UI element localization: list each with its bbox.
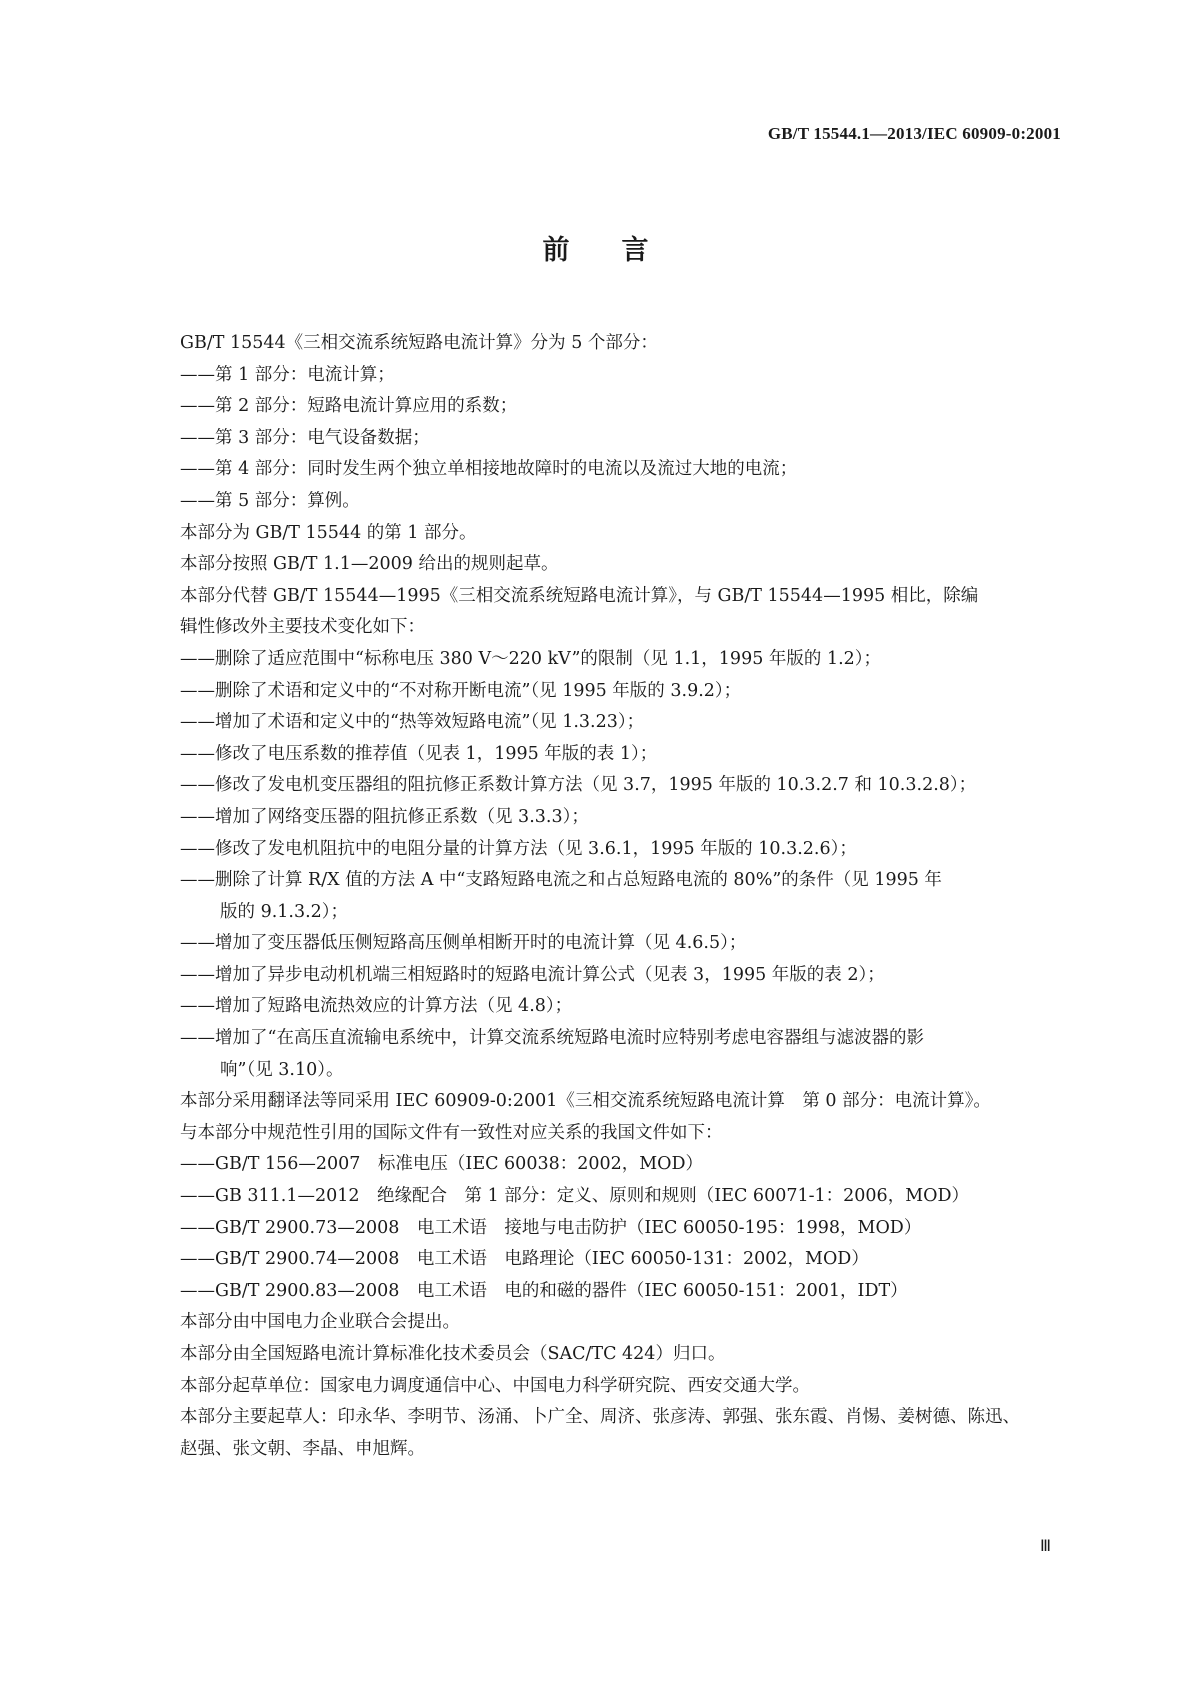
list-item: ——增加了异步电动机机端三相短路时的短路电流计算公式（见表 3，1995 年版的表 2）； xyxy=(180,964,885,985)
paragraph: 本部分起草单位：国家电力调度通信中心、中国电力科学研究院、西安交通大学。 xyxy=(180,1375,810,1396)
paragraph-continuation: 响”（见 3.10）。 xyxy=(220,1059,344,1080)
paragraph: 本部分由全国短路电流计算标准化技术委员会（SAC/TC 424）归口。 xyxy=(180,1344,726,1364)
list-item: ——修改了发电机阻抗中的电阻分量的计算方法（见 3.6.1，1995 年版的 10.3.2.6）； xyxy=(180,838,857,859)
list-item: ——增加了变压器低压侧短路高压侧单相断开时的电流计算（见 4.6.5）； xyxy=(180,933,747,954)
list-item: ——GB/T 156—2007 标准电压（IEC 60038：2002，MOD） xyxy=(180,1154,704,1175)
list-item: ——删除了适应范围中“标称电压 380 V～220 kV”的限制（见 1.1，1995 年版的 1.2）； xyxy=(180,648,882,669)
list-item: ——第 1 部分：电流计算； xyxy=(180,364,395,385)
list-item: ——GB/T 2900.83—2008 电工术语 电的和磁的器件（IEC 60050-151：2001，IDT） xyxy=(180,1280,908,1301)
list-item: ——增加了“在高压直流输电系统中，计算交流系统短路电流时应特别考虑电容器组与滤波器的影 xyxy=(180,1028,924,1049)
standard-number-header: GB/T 15544.1—2013/IEC 60909-0:2001 xyxy=(767,124,1061,143)
list-item: ——删除了术语和定义中的“不对称开断电流”（见 1995 年版的 3.9.2）； xyxy=(180,680,742,701)
list-item: ——GB/T 2900.74—2008 电工术语 电路理论（IEC 60050-131：2002，MOD） xyxy=(180,1249,869,1270)
paragraph: 本部分采用翻译法等同采用 IEC 60909-0:2001《三相交流系统短路电流计算 第 0 部分：电流计算》。 xyxy=(180,1091,991,1112)
list-item: ——修改了发电机变压器组的阻抗修正系数计算方法（见 3.7，1995 年版的 10.3.2.7 和 10.3.2.8）； xyxy=(180,775,977,796)
paragraph-continuation: 辑性修改外主要技术变化如下： xyxy=(180,617,425,638)
list-item: ——第 2 部分：短路电流计算应用的系数； xyxy=(180,396,518,417)
paragraph: 本部分为 GB/T 15544 的第 1 部分。 xyxy=(180,522,477,543)
list-item: ——GB 311.1—2012 绝缘配合 第 1 部分：定义、原则和规则（IEC 60071-1：2006，MOD） xyxy=(180,1186,969,1207)
paragraph-continuation: 版的 9.1.3.2）； xyxy=(220,901,349,922)
paragraph-continuation: 赵强、张文朝、李晶、申旭辉。 xyxy=(180,1438,425,1459)
list-item: ——GB/T 2900.73—2008 电工术语 接地与电击防护（IEC 60050-195：1998，MOD） xyxy=(180,1217,922,1238)
list-item: ——删除了计算 R/X 值的方法 A 中“支路短路电流之和占总短路电流的 80%”的条件（见 1995 年 xyxy=(180,870,942,891)
paragraph: 与本部分中规范性引用的国际文件有一致性对应关系的我国文件如下： xyxy=(180,1122,723,1143)
page-number: Ⅲ xyxy=(1039,1538,1051,1555)
foreword-body xyxy=(180,328,1060,1465)
list-item: ——第 3 部分：电气设备数据； xyxy=(180,427,430,448)
section-title: 前言 xyxy=(542,235,701,266)
paragraph: GB/T 15544《三相交流系统短路电流计算》分为 5 个部分： xyxy=(180,333,658,353)
list-item: ——增加了术语和定义中的“热等效短路电流”（见 1.3.23）； xyxy=(180,712,645,733)
list-item: ——增加了短路电流热效应的计算方法（见 4.8）； xyxy=(180,996,573,1017)
paragraph: 本部分按照 GB/T 1.1—2009 给出的规则起草。 xyxy=(180,554,559,575)
paragraph: 本部分由中国电力企业联合会提出。 xyxy=(180,1312,460,1333)
list-item: ——修改了电压系数的推荐值（见表 1，1995 年版的表 1）； xyxy=(180,743,658,764)
paragraph: 本部分代替 GB/T 15544—1995《三相交流系统短路电流计算》，与 GB/T 15544—1995 相比，除编 xyxy=(180,585,979,606)
paragraph: 本部分主要起草人：印永华、李明节、汤涌、卜广全、周济、张彦涛、郭强、张东霞、肖惕、姜树德、陈迅、 xyxy=(180,1407,1020,1428)
list-item: ——第 4 部分：同时发生两个独立单相接地故障时的电流以及流过大地的电流； xyxy=(180,459,798,480)
list-item: ——增加了网络变压器的阻抗修正系数（见 3.3.3）； xyxy=(180,806,589,827)
list-item: ——第 5 部分：算例。 xyxy=(180,490,360,511)
